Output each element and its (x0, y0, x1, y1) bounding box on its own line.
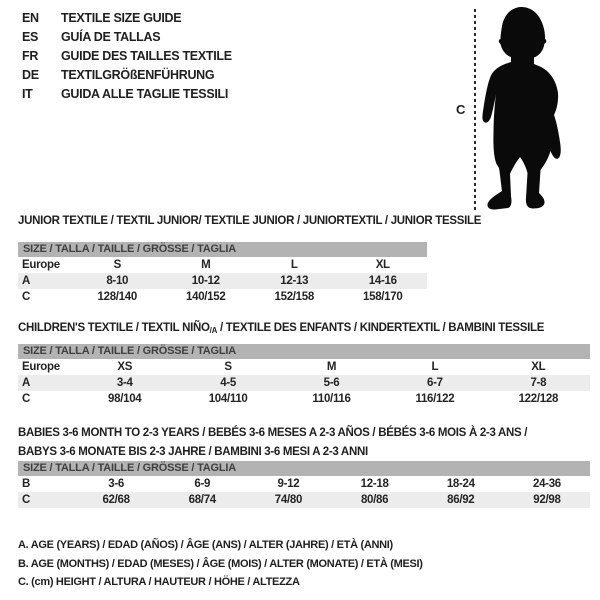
table-row (18, 492, 590, 508)
table-cell: L (290, 259, 298, 271)
table-cell: XS (117, 361, 133, 373)
table-cell: 62/68 (102, 494, 130, 506)
table-cell: XL (531, 361, 546, 373)
row-label: Europe (22, 361, 60, 373)
babies-size-table (18, 461, 590, 508)
junior-table-title (18, 212, 481, 231)
row-label: A (22, 275, 31, 287)
language-row (22, 27, 232, 46)
table-cell: 6-7 (427, 377, 443, 389)
row-label: C (22, 393, 31, 405)
legend-note: B. AGE (MONTHS) / EDAD (MESES) / ÂGE (MOIS) / ALTER (MONATE) / ETÀ (MESI) (18, 557, 423, 570)
language-code: ES (22, 29, 39, 44)
table-cell: S (113, 259, 121, 271)
table-cell: 152/158 (274, 291, 314, 303)
table-cell: 3-4 (116, 377, 133, 389)
language-code: EN (22, 10, 39, 25)
table-title-line: CHILDREN'S TEXTILE / TEXTIL $NIÑO_{/A}$ / TEXTILE DES ENFANTS / KINDERTEXTIL / BAMBINI TESSILE (18, 322, 545, 335)
table-cell: 104/110 (208, 393, 248, 405)
table-cell: 140/152 (186, 291, 226, 303)
row-label: Europe (22, 259, 60, 271)
table-cell: 12-13 (280, 275, 309, 287)
language-code: IT (22, 86, 33, 101)
table-row (18, 257, 427, 273)
language-title-list (22, 8, 232, 103)
language-row (22, 84, 232, 103)
table-cell: 4-5 (220, 377, 236, 389)
legend-note: C. (cm) HEIGHT / ALTURA / HAUTEUR / HÖHE / ALTEZZA (18, 576, 300, 588)
table-cell: 68/74 (188, 494, 216, 506)
children-size-table (18, 344, 590, 407)
language-code: DE (22, 67, 39, 82)
table-cell: 10-12 (191, 275, 220, 287)
table-title-line: BABYS 3-6 MONATE BIS 2-3 JAHRE / BAMBINI 3-6 MESI A 2-3 ANNI (18, 445, 368, 458)
legend-notes (18, 536, 423, 592)
legend-note: A. AGE (YEARS) / EDAD (AÑOS) / ÂGE (ANS) / ALTER (JAHRE) / ETÀ (ANNI) (18, 539, 393, 551)
guide-title: GUIDE DES TAILLES TEXTILE (61, 48, 232, 63)
table-cell: 74/80 (274, 494, 303, 506)
row-label: A (22, 377, 31, 389)
size-header-bar: SIZE / TALLA / TAILLE / GRÖSSE / TAGLIA (18, 242, 427, 257)
table-cell: 92/98 (533, 494, 561, 506)
table-cell: 12-18 (360, 478, 389, 490)
table-cell: 86/92 (447, 494, 475, 506)
table-row (18, 391, 590, 407)
table-rows (18, 476, 590, 508)
guide-title: GUÍA DE TALLAS (61, 29, 161, 44)
guide-title: GUIDA ALLE TAGLIE TESSILI (61, 86, 229, 101)
table-rows (18, 257, 427, 305)
table-cell: 80/86 (360, 494, 389, 506)
table-cell: 5-6 (323, 377, 340, 389)
table-cell: 8-10 (106, 275, 129, 287)
guide-title: TEXTILE SIZE GUIDE (61, 10, 182, 25)
language-row (22, 8, 232, 27)
height-measure-label: C (456, 102, 466, 117)
children-table-title (18, 319, 544, 341)
baby-silhouette-icon (482, 6, 574, 210)
table-cell: 128/140 (97, 291, 137, 303)
size-header-bar: SIZE / TALLA / TAILLE / GRÖSSE / TAGLIA (18, 461, 590, 476)
table-cell: L (431, 361, 439, 373)
height-dashed-line (474, 9, 476, 210)
table-title-line: BABIES 3-6 MONTH TO 2-3 YEARS / BEBÉS 3-6 MESES A 2-3 AÑOS / BÉBÉS 3-6 MOIS À 2-3 ANS / (18, 427, 528, 439)
table-cell: 116/122 (415, 393, 455, 405)
row-label: B (22, 478, 31, 490)
table-row (18, 273, 427, 289)
table-cell: 14-16 (368, 275, 397, 287)
language-row (22, 46, 232, 65)
guide-title: TEXTILGRÖßENFÜHRUNG (61, 67, 215, 82)
table-cell: 122/128 (518, 393, 559, 405)
table-cell: M (201, 259, 211, 271)
table-cell: 7-8 (530, 377, 547, 389)
table-row (18, 289, 427, 305)
table-row (18, 359, 590, 375)
table-cell: 110/116 (312, 393, 351, 405)
table-title-line: JUNIOR TEXTILE / TEXTIL JUNIOR/ TEXTILE JUNIOR / JUNIORTEXTIL / JUNIOR TESSILE (18, 215, 482, 227)
size-header-bar: SIZE / TALLA / TAILLE / GRÖSSE / TAGLIA (18, 344, 590, 359)
table-cell: 98/104 (108, 393, 142, 405)
language-row (22, 65, 232, 84)
table-cell: 9-12 (277, 478, 300, 490)
language-code: FR (22, 48, 39, 63)
table-row (18, 375, 590, 391)
table-cell: 158/170 (363, 291, 403, 303)
table-cell: 24-36 (532, 478, 561, 490)
table-cell: 18-24 (446, 478, 475, 490)
table-cell: XL (375, 259, 390, 271)
table-cell: S (224, 361, 232, 373)
table-cell: 6-9 (194, 478, 211, 490)
row-label: C (22, 291, 31, 303)
junior-size-table (18, 242, 427, 305)
table-cell: M (326, 361, 337, 373)
row-label: C (22, 494, 31, 506)
table-cell: 3-6 (108, 478, 124, 490)
table-rows (18, 359, 590, 407)
table-row (18, 476, 590, 492)
babies-table-title (18, 424, 527, 461)
